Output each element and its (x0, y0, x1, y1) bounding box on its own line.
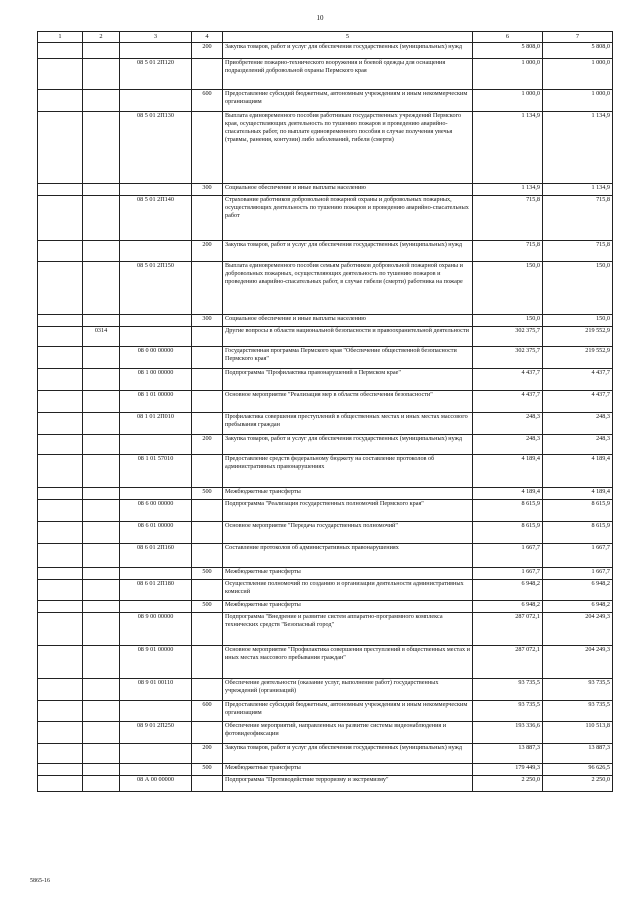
cell-col1 (38, 314, 83, 326)
cell-amount-year1: 1 667,7 (473, 567, 543, 579)
table-row (38, 314, 613, 326)
table-row (38, 89, 613, 111)
cell-target-article (120, 600, 192, 612)
column-header: 7 (543, 32, 613, 43)
cell-target-article: 08 А 00 00000 (120, 775, 192, 791)
table-body (38, 42, 613, 791)
cell-section (83, 390, 120, 412)
cell-expense-type: 300 (192, 183, 223, 195)
cell-target-article (120, 326, 192, 346)
cell-section: 0314 (83, 326, 120, 346)
cell-target-article: 08 0 00 00000 (120, 346, 192, 368)
cell-target-article (120, 183, 192, 195)
table-row (38, 195, 613, 240)
cell-amount-year2: 8 615,9 (543, 499, 613, 521)
cell-col1 (38, 721, 83, 743)
cell-col1 (38, 111, 83, 183)
cell-amount-year2: 150,0 (543, 261, 613, 314)
cell-description: Предоставление субсидий бюджетным, автономным учреждениям и иным некоммерческим организациям (223, 700, 473, 721)
cell-target-article (120, 567, 192, 579)
cell-description: Социальное обеспечение и иные выплаты населению (223, 183, 473, 195)
cell-expense-type: 500 (192, 567, 223, 579)
column-header: 5 (223, 32, 473, 43)
footer-code: 5865-16 (30, 878, 50, 884)
cell-amount-year1: 6 948,2 (473, 600, 543, 612)
cell-amount-year2: 2 250,0 (543, 775, 613, 791)
cell-amount-year1: 6 948,2 (473, 579, 543, 600)
table-row (38, 240, 613, 261)
cell-section (83, 346, 120, 368)
table-row (38, 368, 613, 390)
cell-expense-type: 600 (192, 89, 223, 111)
cell-amount-year1: 1 667,7 (473, 543, 543, 567)
cell-col1 (38, 600, 83, 612)
cell-section (83, 42, 120, 58)
cell-col1 (38, 58, 83, 89)
table-row (38, 600, 613, 612)
table-row (38, 678, 613, 700)
cell-col1 (38, 326, 83, 346)
cell-col1 (38, 775, 83, 791)
cell-section (83, 521, 120, 543)
cell-col1 (38, 346, 83, 368)
cell-section (83, 487, 120, 499)
cell-col1 (38, 521, 83, 543)
cell-expense-type: 500 (192, 600, 223, 612)
cell-description: Обеспечение мероприятий, направленных на развитие системы видеонаблюдения и фотовидеофиксации (223, 721, 473, 743)
cell-target-article: 08 9 01 00000 (120, 645, 192, 678)
cell-target-article: 08 1 01 2П010 (120, 412, 192, 434)
cell-col1 (38, 612, 83, 645)
cell-section (83, 314, 120, 326)
cell-amount-year2: 150,0 (543, 314, 613, 326)
cell-description: Закупка товаров, работ и услуг для обеспечения государственных (муниципальных) нужд (223, 743, 473, 763)
cell-amount-year1: 13 887,3 (473, 743, 543, 763)
cell-amount-year2: 1 134,9 (543, 111, 613, 183)
cell-amount-year2: 110 513,8 (543, 721, 613, 743)
cell-section (83, 579, 120, 600)
cell-expense-type (192, 390, 223, 412)
cell-target-article: 08 6 01 2П160 (120, 543, 192, 567)
cell-amount-year1: 1 000,0 (473, 58, 543, 89)
cell-target-article (120, 487, 192, 499)
cell-target-article: 08 5 01 2П150 (120, 261, 192, 314)
table-row (38, 412, 613, 434)
cell-expense-type (192, 261, 223, 314)
table-row (38, 775, 613, 791)
cell-section (83, 195, 120, 240)
cell-expense-type (192, 412, 223, 434)
cell-amount-year1: 4 437,7 (473, 390, 543, 412)
cell-amount-year1: 8 615,9 (473, 499, 543, 521)
cell-col1 (38, 543, 83, 567)
cell-target-article: 08 9 01 00110 (120, 678, 192, 700)
cell-expense-type (192, 775, 223, 791)
cell-amount-year1: 4 437,7 (473, 368, 543, 390)
table-row (38, 454, 613, 487)
table-row (38, 390, 613, 412)
cell-target-article (120, 42, 192, 58)
cell-target-article: 08 5 01 2П120 (120, 58, 192, 89)
cell-description: Составление протоколов об административных правонарушениях (223, 543, 473, 567)
cell-col1 (38, 183, 83, 195)
cell-col1 (38, 240, 83, 261)
cell-expense-type (192, 454, 223, 487)
cell-expense-type (192, 579, 223, 600)
cell-target-article (120, 434, 192, 454)
cell-amount-year2: 96 626,5 (543, 763, 613, 775)
table-row (38, 700, 613, 721)
cell-amount-year1: 287 072,1 (473, 645, 543, 678)
cell-section (83, 111, 120, 183)
cell-amount-year2: 715,8 (543, 240, 613, 261)
cell-section (83, 678, 120, 700)
cell-section (83, 600, 120, 612)
cell-description: Предоставление средств федеральному бюджету на составление протоколов об административных правонарушениях (223, 454, 473, 487)
cell-col1 (38, 42, 83, 58)
cell-amount-year1: 5 808,0 (473, 42, 543, 58)
cell-target-article: 08 5 01 2П130 (120, 111, 192, 183)
cell-target-article: 08 5 01 2П140 (120, 195, 192, 240)
table-row (38, 645, 613, 678)
cell-col1 (38, 763, 83, 775)
cell-amount-year1: 1 134,9 (473, 111, 543, 183)
cell-description: Профилактика совершения преступлений в общественных местах и иных местах массового пребывания граждан (223, 412, 473, 434)
table-row (38, 326, 613, 346)
cell-amount-year2: 1 000,0 (543, 58, 613, 89)
cell-col1 (38, 412, 83, 434)
cell-section (83, 612, 120, 645)
cell-target-article (120, 240, 192, 261)
cell-col1 (38, 499, 83, 521)
cell-expense-type: 600 (192, 700, 223, 721)
cell-amount-year2: 1 667,7 (543, 567, 613, 579)
cell-description: Закупка товаров, работ и услуг для обеспечения государственных (муниципальных) нужд (223, 42, 473, 58)
cell-target-article (120, 314, 192, 326)
table-row (38, 499, 613, 521)
cell-amount-year1: 4 189,4 (473, 454, 543, 487)
cell-target-article (120, 700, 192, 721)
cell-section (83, 261, 120, 314)
cell-description: Страхование работников добровольной пожарной охраны и добровольных пожарных, осуществляющих деятельность по тушению пожаров и проведению аварийно-спасательных работ (223, 195, 473, 240)
cell-description: Закупка товаров, работ и услуг для обеспечения государственных (муниципальных) нужд (223, 240, 473, 261)
table-row (38, 487, 613, 499)
cell-description: Выплата единовременного пособия работникам государственных учреждений Пермского края, осуществляющих деятельность по тушению пожаров и проведению аварийно-спасательных работ, по выплате единовременного пособия в случае получения увечья (травмы, ранения, контузии) либо заболеваний, гибели (смерти) (223, 111, 473, 183)
cell-amount-year2: 4 437,7 (543, 368, 613, 390)
cell-expense-type: 200 (192, 434, 223, 454)
cell-target-article (120, 743, 192, 763)
cell-amount-year1: 248,3 (473, 412, 543, 434)
cell-amount-year2: 1 667,7 (543, 543, 613, 567)
cell-amount-year2: 93 735,5 (543, 700, 613, 721)
cell-section (83, 434, 120, 454)
column-header: 6 (473, 32, 543, 43)
cell-expense-type (192, 368, 223, 390)
cell-expense-type (192, 645, 223, 678)
cell-amount-year1: 248,3 (473, 434, 543, 454)
cell-description: Подпрограмма "Профилактика правонарушений в Пермском крае" (223, 368, 473, 390)
cell-description: Государственная программа Пермского края "Обеспечение общественной безопасности Пермского края" (223, 346, 473, 368)
cell-expense-type: 200 (192, 42, 223, 58)
cell-target-article (120, 763, 192, 775)
cell-expense-type (192, 678, 223, 700)
cell-amount-year1: 150,0 (473, 314, 543, 326)
cell-col1 (38, 579, 83, 600)
column-header: 4 (192, 32, 223, 43)
cell-description: Подпрограмма "Противодействие терроризму и экстремизму" (223, 775, 473, 791)
cell-amount-year2: 219 552,9 (543, 326, 613, 346)
cell-description: Межбюджетные трансферты (223, 487, 473, 499)
cell-col1 (38, 434, 83, 454)
cell-amount-year1: 93 735,5 (473, 678, 543, 700)
cell-expense-type (192, 346, 223, 368)
cell-expense-type (192, 543, 223, 567)
cell-description: Основное мероприятие "Реализация мер в области обеспечения безопасности" (223, 390, 473, 412)
cell-amount-year1: 715,8 (473, 240, 543, 261)
table-row (38, 743, 613, 763)
cell-target-article: 08 6 00 00000 (120, 499, 192, 521)
cell-target-article: 08 6 01 2П180 (120, 579, 192, 600)
cell-col1 (38, 743, 83, 763)
cell-description: Приобретение пожарно-технического вооружения и боевой одежды для оснащения подразделений добровольной охраны Пермского края (223, 58, 473, 89)
cell-section (83, 743, 120, 763)
table-row (38, 261, 613, 314)
cell-section (83, 721, 120, 743)
table-row (38, 521, 613, 543)
cell-section (83, 645, 120, 678)
cell-col1 (38, 390, 83, 412)
cell-description: Закупка товаров, работ и услуг для обеспечения государственных (муниципальных) нужд (223, 434, 473, 454)
cell-amount-year2: 93 735,5 (543, 678, 613, 700)
cell-amount-year2: 219 552,9 (543, 346, 613, 368)
cell-expense-type: 200 (192, 240, 223, 261)
cell-section (83, 89, 120, 111)
table-row (38, 58, 613, 89)
cell-amount-year1: 193 336,6 (473, 721, 543, 743)
cell-amount-year1: 179 449,3 (473, 763, 543, 775)
budget-table (37, 31, 613, 792)
cell-amount-year2: 6 948,2 (543, 579, 613, 600)
cell-col1 (38, 487, 83, 499)
cell-amount-year1: 150,0 (473, 261, 543, 314)
cell-description: Осуществление полномочий по созданию и организации деятельности административных комиссий (223, 579, 473, 600)
cell-description: Обеспечение деятельности (оказание услуг, выполнение работ) государственных учреждений (организаций) (223, 678, 473, 700)
cell-amount-year1: 1 000,0 (473, 89, 543, 111)
cell-section (83, 543, 120, 567)
table-row (38, 434, 613, 454)
cell-amount-year1: 4 189,4 (473, 487, 543, 499)
table-row (38, 579, 613, 600)
cell-amount-year2: 6 948,2 (543, 600, 613, 612)
cell-amount-year2: 715,8 (543, 195, 613, 240)
cell-amount-year2: 204 249,3 (543, 645, 613, 678)
cell-col1 (38, 261, 83, 314)
cell-expense-type (192, 721, 223, 743)
cell-col1 (38, 700, 83, 721)
column-header: 1 (38, 32, 83, 43)
cell-description: Подпрограмма "Реализация государственных полномочий Пермского края" (223, 499, 473, 521)
cell-amount-year2: 8 615,9 (543, 521, 613, 543)
cell-description: Выплата единовременного пособия семьям работников добровольной пожарной охраны и добровольных пожарных, осуществляющих деятельность по тушению пожаров и проведению аварийно-спасательных работ, в случае гибели (смерти) работника на пожаре (223, 261, 473, 314)
cell-expense-type (192, 111, 223, 183)
cell-description: Основное мероприятие "Профилактика совершения преступлений в общественных местах и иных местах массового пребывания граждан" (223, 645, 473, 678)
cell-target-article: 08 6 01 00000 (120, 521, 192, 543)
table-row (38, 111, 613, 183)
cell-section (83, 368, 120, 390)
cell-amount-year1: 302 375,7 (473, 326, 543, 346)
cell-amount-year2: 13 887,3 (543, 743, 613, 763)
cell-description: Социальное обеспечение и иные выплаты населению (223, 314, 473, 326)
cell-col1 (38, 678, 83, 700)
cell-col1 (38, 195, 83, 240)
cell-section (83, 58, 120, 89)
cell-amount-year2: 4 189,4 (543, 487, 613, 499)
cell-section (83, 240, 120, 261)
cell-amount-year2: 248,3 (543, 412, 613, 434)
cell-amount-year2: 1 000,0 (543, 89, 613, 111)
cell-section (83, 567, 120, 579)
cell-amount-year1: 287 072,1 (473, 612, 543, 645)
cell-expense-type: 500 (192, 487, 223, 499)
cell-section (83, 775, 120, 791)
cell-expense-type (192, 195, 223, 240)
cell-amount-year1: 2 250,0 (473, 775, 543, 791)
table-row (38, 721, 613, 743)
cell-section (83, 454, 120, 487)
cell-col1 (38, 368, 83, 390)
cell-expense-type: 200 (192, 743, 223, 763)
cell-amount-year1: 8 615,9 (473, 521, 543, 543)
cell-amount-year2: 5 808,0 (543, 42, 613, 58)
cell-expense-type (192, 521, 223, 543)
cell-col1 (38, 454, 83, 487)
cell-amount-year2: 204 249,3 (543, 612, 613, 645)
cell-description: Межбюджетные трансферты (223, 567, 473, 579)
cell-target-article: 08 1 00 00000 (120, 368, 192, 390)
cell-col1 (38, 645, 83, 678)
cell-expense-type (192, 499, 223, 521)
cell-target-article: 08 1 01 00000 (120, 390, 192, 412)
cell-amount-year2: 1 134,9 (543, 183, 613, 195)
cell-target-article: 08 1 01 57010 (120, 454, 192, 487)
cell-expense-type (192, 58, 223, 89)
cell-col1 (38, 567, 83, 579)
column-header: 2 (83, 32, 120, 43)
cell-section (83, 183, 120, 195)
cell-amount-year1: 1 134,9 (473, 183, 543, 195)
table-row (38, 763, 613, 775)
cell-section (83, 700, 120, 721)
table-row (38, 612, 613, 645)
cell-expense-type (192, 326, 223, 346)
cell-expense-type: 500 (192, 763, 223, 775)
cell-section (83, 763, 120, 775)
column-header: 3 (120, 32, 192, 43)
cell-description: Основное мероприятие "Передача государственных полномочий" (223, 521, 473, 543)
cell-expense-type: 300 (192, 314, 223, 326)
cell-amount-year2: 248,3 (543, 434, 613, 454)
table-row (38, 346, 613, 368)
cell-section (83, 499, 120, 521)
cell-expense-type (192, 612, 223, 645)
cell-target-article: 08 9 01 2П250 (120, 721, 192, 743)
cell-target-article: 08 9 00 00000 (120, 612, 192, 645)
table-row (38, 543, 613, 567)
table-row (38, 42, 613, 58)
cell-description: Межбюджетные трансферты (223, 600, 473, 612)
cell-amount-year2: 4 189,4 (543, 454, 613, 487)
header-row (38, 32, 613, 43)
cell-amount-year1: 93 735,5 (473, 700, 543, 721)
page-number: 10 (316, 14, 324, 22)
cell-description: Межбюджетные трансферты (223, 763, 473, 775)
table-row (38, 567, 613, 579)
cell-description: Другие вопросы в области национальной безопасности и правоохранительной деятельности (223, 326, 473, 346)
cell-section (83, 412, 120, 434)
cell-amount-year2: 4 437,7 (543, 390, 613, 412)
table-row (38, 183, 613, 195)
cell-amount-year1: 302 375,7 (473, 346, 543, 368)
cell-col1 (38, 89, 83, 111)
cell-description: Предоставление субсидий бюджетным, автономным учреждениям и иным некоммерческим организациям (223, 89, 473, 111)
cell-target-article (120, 89, 192, 111)
cell-amount-year1: 715,8 (473, 195, 543, 240)
cell-description: Подпрограмма "Внедрение и развитие систем аппаратно-программного комплекса технических средств "Безопасный город" (223, 612, 473, 645)
